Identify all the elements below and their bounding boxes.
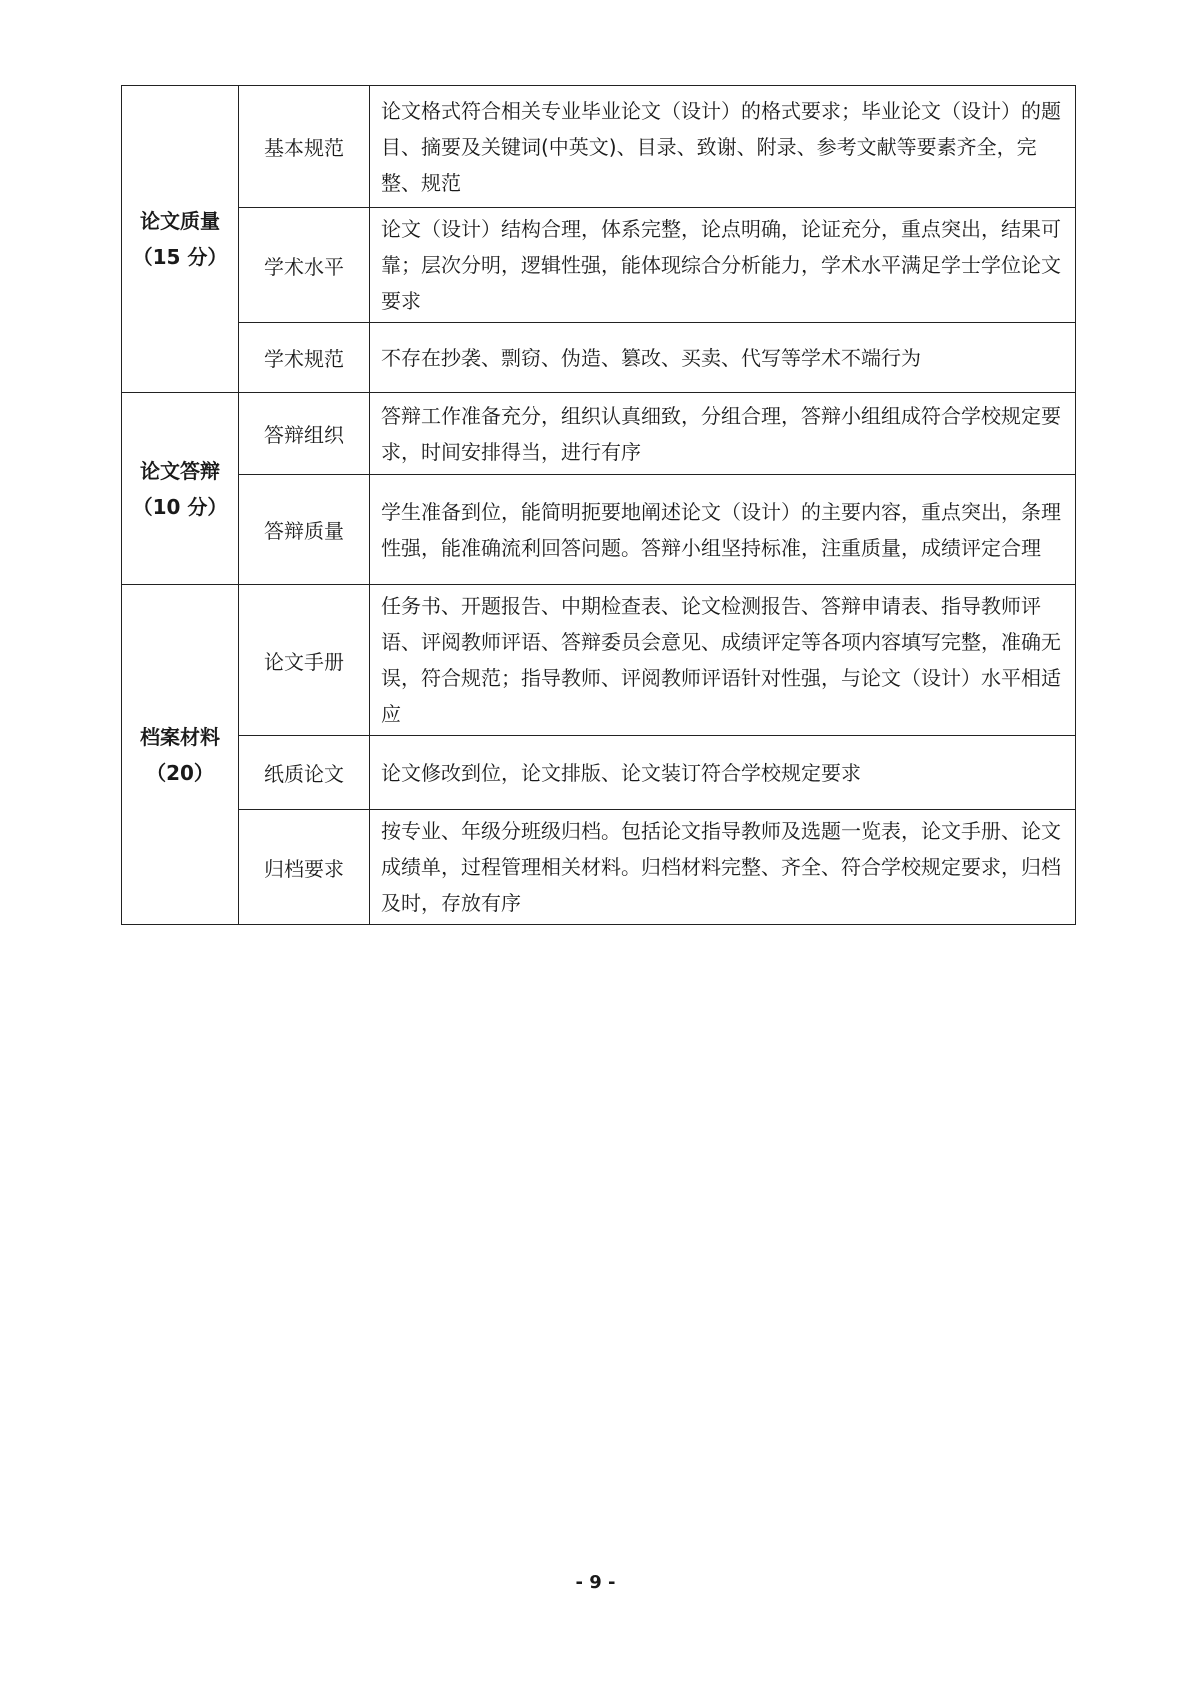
item-cell: 纸质论文 (239, 736, 370, 810)
page-number: - 9 - (575, 1572, 616, 1593)
category-cell-thesis-quality (122, 86, 239, 393)
category-points: （20） (146, 760, 214, 785)
category-points: （15 分） (132, 245, 228, 269)
item-cell: 学术水平 (239, 208, 370, 323)
table-row (122, 736, 1076, 810)
item-cell: 基本规范 (239, 86, 370, 208)
item-cell: 答辩组织 (239, 393, 370, 475)
table-row (122, 86, 1076, 208)
category-label: 论文质量 (140, 209, 220, 233)
item-cell: 论文手册 (239, 585, 370, 736)
table-row (122, 393, 1076, 475)
description-cell: 按专业、年级分班级归档。包括论文指导教师及选题一览表，论文手册、论文成绩单，过程管理相关材料。归档材料完整、齐全、符合学校规定要求，归档及时，存放有序 (370, 810, 1076, 925)
table-row (122, 323, 1076, 393)
category-cell-thesis-defense (122, 393, 239, 585)
table-row (122, 208, 1076, 323)
description-cell: 答辩工作准备充分，组织认真细致，分组合理，答辩小组组成符合学校规定要求，时间安排得当，进行有序 (370, 393, 1076, 475)
table-row (122, 585, 1076, 736)
table-row (122, 810, 1076, 925)
item-cell: 归档要求 (239, 810, 370, 925)
category-label: 论文答辩 (140, 458, 220, 483)
evaluation-table (121, 85, 1076, 925)
description-cell: 论文格式符合相关专业毕业论文（设计）的格式要求；毕业论文（设计）的题目、摘要及关键词(中英文)、目录、致谢、附录、参考文献等要素齐全，完整、规范 (370, 86, 1076, 208)
table-row (122, 475, 1076, 585)
description-cell: 不存在抄袭、剽窃、伪造、篡改、买卖、代写等学术不端行为 (370, 323, 1076, 393)
category-label: 档案材料 (140, 724, 220, 749)
item-cell: 答辩质量 (239, 475, 370, 585)
description-cell: 论文修改到位，论文排版、论文装订符合学校规定要求 (370, 736, 1076, 810)
category-cell-archive-materials (122, 585, 239, 925)
description-cell: 学生准备到位，能简明扼要地阐述论文（设计）的主要内容，重点突出，条理性强，能准确流利回答问题。答辩小组坚持标准，注重质量，成绩评定合理 (370, 475, 1076, 585)
description-cell: 任务书、开题报告、中期检查表、论文检测报告、答辩申请表、指导教师评语、评阅教师评语、答辩委员会意见、成绩评定等各项内容填写完整，准确无误，符合规范；指导教师、评阅教师评语针对性强，与论文（设计）水平相适应 (370, 585, 1076, 736)
item-cell: 学术规范 (239, 323, 370, 393)
category-points: （10 分） (132, 494, 228, 519)
description-cell: 论文（设计）结构合理，体系完整，论点明确，论证充分，重点突出，结果可靠；层次分明，逻辑性强，能体现综合分析能力，学术水平满足学士学位论文要求 (370, 208, 1076, 323)
